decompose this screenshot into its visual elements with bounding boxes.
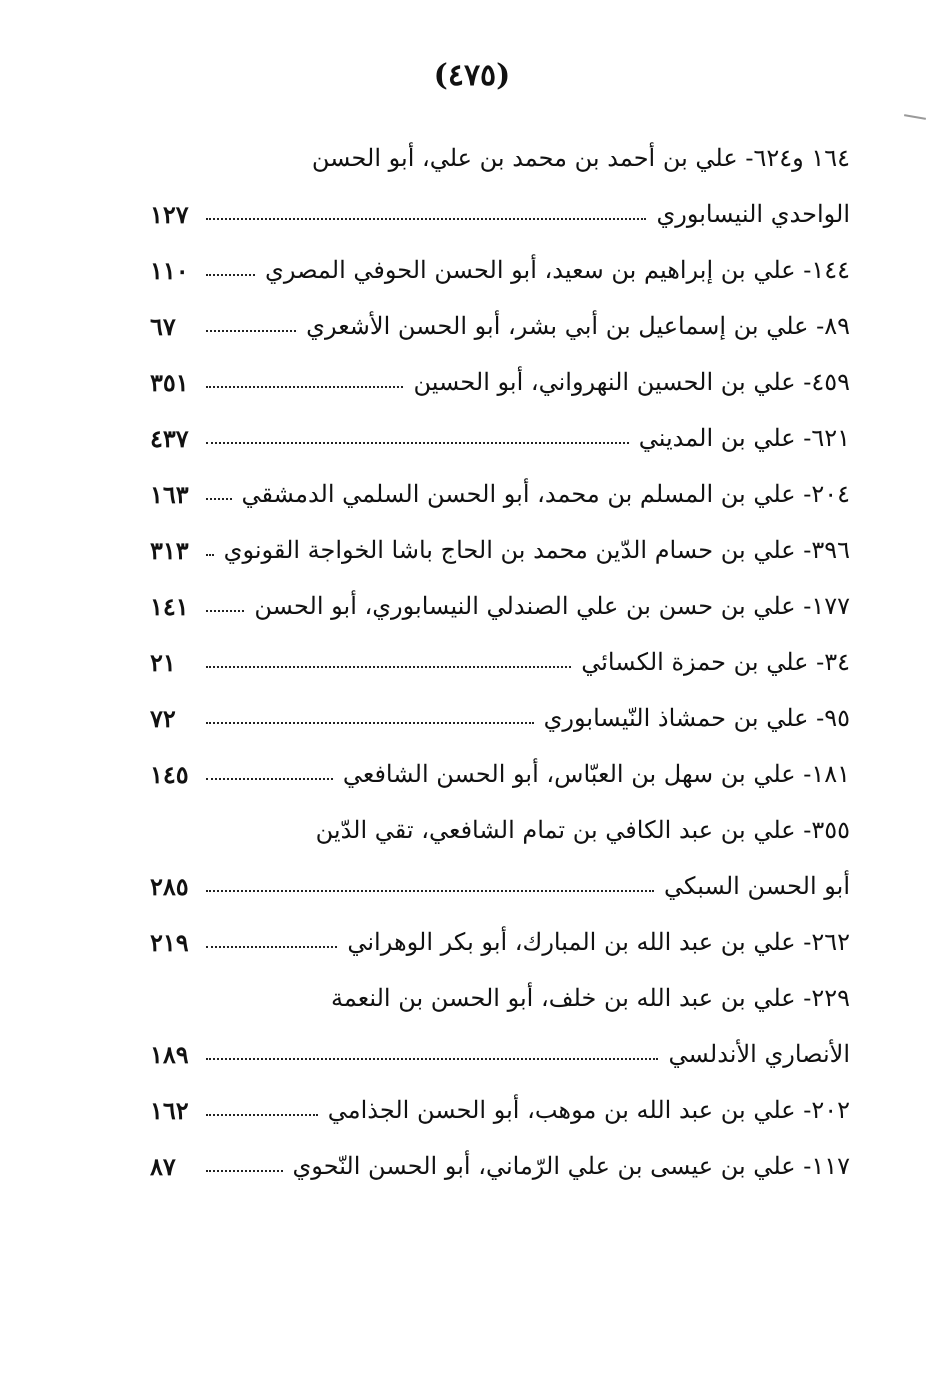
entry-page: ١٦٢ bbox=[150, 1095, 189, 1125]
dot-leader bbox=[206, 442, 629, 444]
dot-leader bbox=[206, 498, 232, 500]
entry-page: ٤٣٧ bbox=[150, 423, 189, 453]
index-entry bbox=[150, 690, 850, 746]
entry-text: ٣٤- علي بن حمزة الكسائي bbox=[581, 648, 850, 676]
entry-text: ٢٠٤- علي بن المسلم بن محمد، أبو الحسن السلمي الدمشقي bbox=[241, 480, 850, 508]
index-entry bbox=[150, 298, 850, 354]
index-entry bbox=[150, 242, 850, 298]
entry-text: ٦٢١- علي بن المديني bbox=[638, 424, 850, 452]
dot-leader bbox=[206, 778, 333, 780]
index-entry bbox=[150, 578, 850, 634]
index-entry bbox=[150, 914, 850, 970]
index-entry bbox=[150, 858, 850, 914]
entry-text: أبو الحسن السبكي bbox=[663, 872, 850, 900]
dot-leader bbox=[206, 330, 296, 332]
entry-text: ١١٧- علي بن عيسى بن علي الرّماني، أبو الحسن النّحوي bbox=[292, 1152, 850, 1180]
index-entry bbox=[150, 634, 850, 690]
entry-page: ١٨٩ bbox=[150, 1039, 189, 1069]
index-entry bbox=[150, 1138, 850, 1194]
entry-text: ١٨١- علي بن سهل بن العبّاس، أبو الحسن الشافعي bbox=[342, 760, 850, 788]
entry-page: ١٦٣ bbox=[150, 479, 189, 509]
entry-text: الواحدي النيسابوري bbox=[656, 200, 850, 228]
dot-leader bbox=[206, 1058, 658, 1060]
entry-page: ١٤١ bbox=[150, 591, 189, 621]
entry-page: ٢١ bbox=[150, 647, 176, 677]
index-entry bbox=[150, 186, 850, 242]
entry-page: ٦٧ bbox=[150, 311, 176, 341]
entry-page: ١٤٥ bbox=[150, 759, 189, 789]
entry-text: ١٦٤ و٦٢٤- علي بن أحمد بن محمد بن علي، أبو الحسن bbox=[311, 144, 850, 172]
index-entry bbox=[150, 354, 850, 410]
entry-text: ٢٠٢- علي بن عبد الله بن موهب، أبو الحسن الجذامي bbox=[327, 1096, 850, 1124]
entry-page: ٣٥١ bbox=[150, 367, 189, 397]
index-entry bbox=[150, 410, 850, 466]
entry-text: ٨٩- علي بن إسماعيل بن أبي بشر، أبو الحسن الأشعري bbox=[306, 312, 850, 340]
entry-text: ٢٢٩- علي بن عبد الله بن خلف، أبو الحسن بن النعمة bbox=[331, 984, 850, 1012]
entry-page: ٢١٩ bbox=[150, 927, 189, 957]
index-entry bbox=[150, 1026, 850, 1082]
index-entry bbox=[150, 522, 850, 578]
dot-leader bbox=[206, 890, 654, 892]
entry-text: الأنصاري الأندلسي bbox=[668, 1040, 850, 1068]
index-list bbox=[150, 130, 850, 1194]
entry-text: ٤٥٩- علي بن الحسين النهرواني، أبو الحسين bbox=[413, 368, 850, 396]
entry-text: ٣٩٦- علي بن حسام الدّين محمد بن الحاج باشا الخواجة القونوي bbox=[223, 536, 850, 564]
dot-leader bbox=[206, 274, 255, 276]
entry-text: ٩٥- علي بن حمشاذ النّيسابوري bbox=[543, 704, 850, 732]
entry-page: ٣١٣ bbox=[150, 535, 189, 565]
dot-leader bbox=[206, 666, 571, 668]
index-entry bbox=[150, 1082, 850, 1138]
margin-mark bbox=[904, 114, 926, 120]
index-entry bbox=[150, 802, 850, 858]
entry-page: ١٢٧ bbox=[150, 199, 189, 229]
dot-leader bbox=[206, 386, 403, 388]
dot-leader bbox=[206, 1170, 283, 1172]
entry-page: ٨٧ bbox=[150, 1151, 176, 1181]
page-number: (٤٧٥) bbox=[433, 58, 511, 93]
entry-text: ١٤٤- علي بن إبراهيم بن سعيد، أبو الحسن الحوفي المصري bbox=[265, 256, 850, 284]
dot-leader bbox=[206, 1114, 318, 1116]
index-entry bbox=[150, 970, 850, 1026]
entry-page: ٧٢ bbox=[150, 703, 176, 733]
index-entry bbox=[150, 466, 850, 522]
dot-leader bbox=[206, 722, 534, 724]
entry-page: ١١٠ bbox=[150, 255, 189, 285]
dot-leader bbox=[206, 610, 244, 612]
dot-leader bbox=[206, 218, 646, 220]
entry-text: ٣٥٥- علي بن عبد الكافي بن تمام الشافعي، تقي الدّين bbox=[315, 816, 850, 844]
index-entry bbox=[150, 746, 850, 802]
index-entry bbox=[150, 130, 850, 186]
dot-leader bbox=[206, 946, 337, 948]
dot-leader bbox=[206, 554, 214, 556]
entry-text: ١٧٧- علي بن حسن بن علي الصندلي النيسابوري، أبو الحسن bbox=[254, 592, 850, 620]
entry-text: ٢٦٢- علي بن عبد الله بن المبارك، أبو بكر الوهراني bbox=[347, 928, 850, 956]
entry-page: ٢٨٥ bbox=[150, 871, 189, 901]
